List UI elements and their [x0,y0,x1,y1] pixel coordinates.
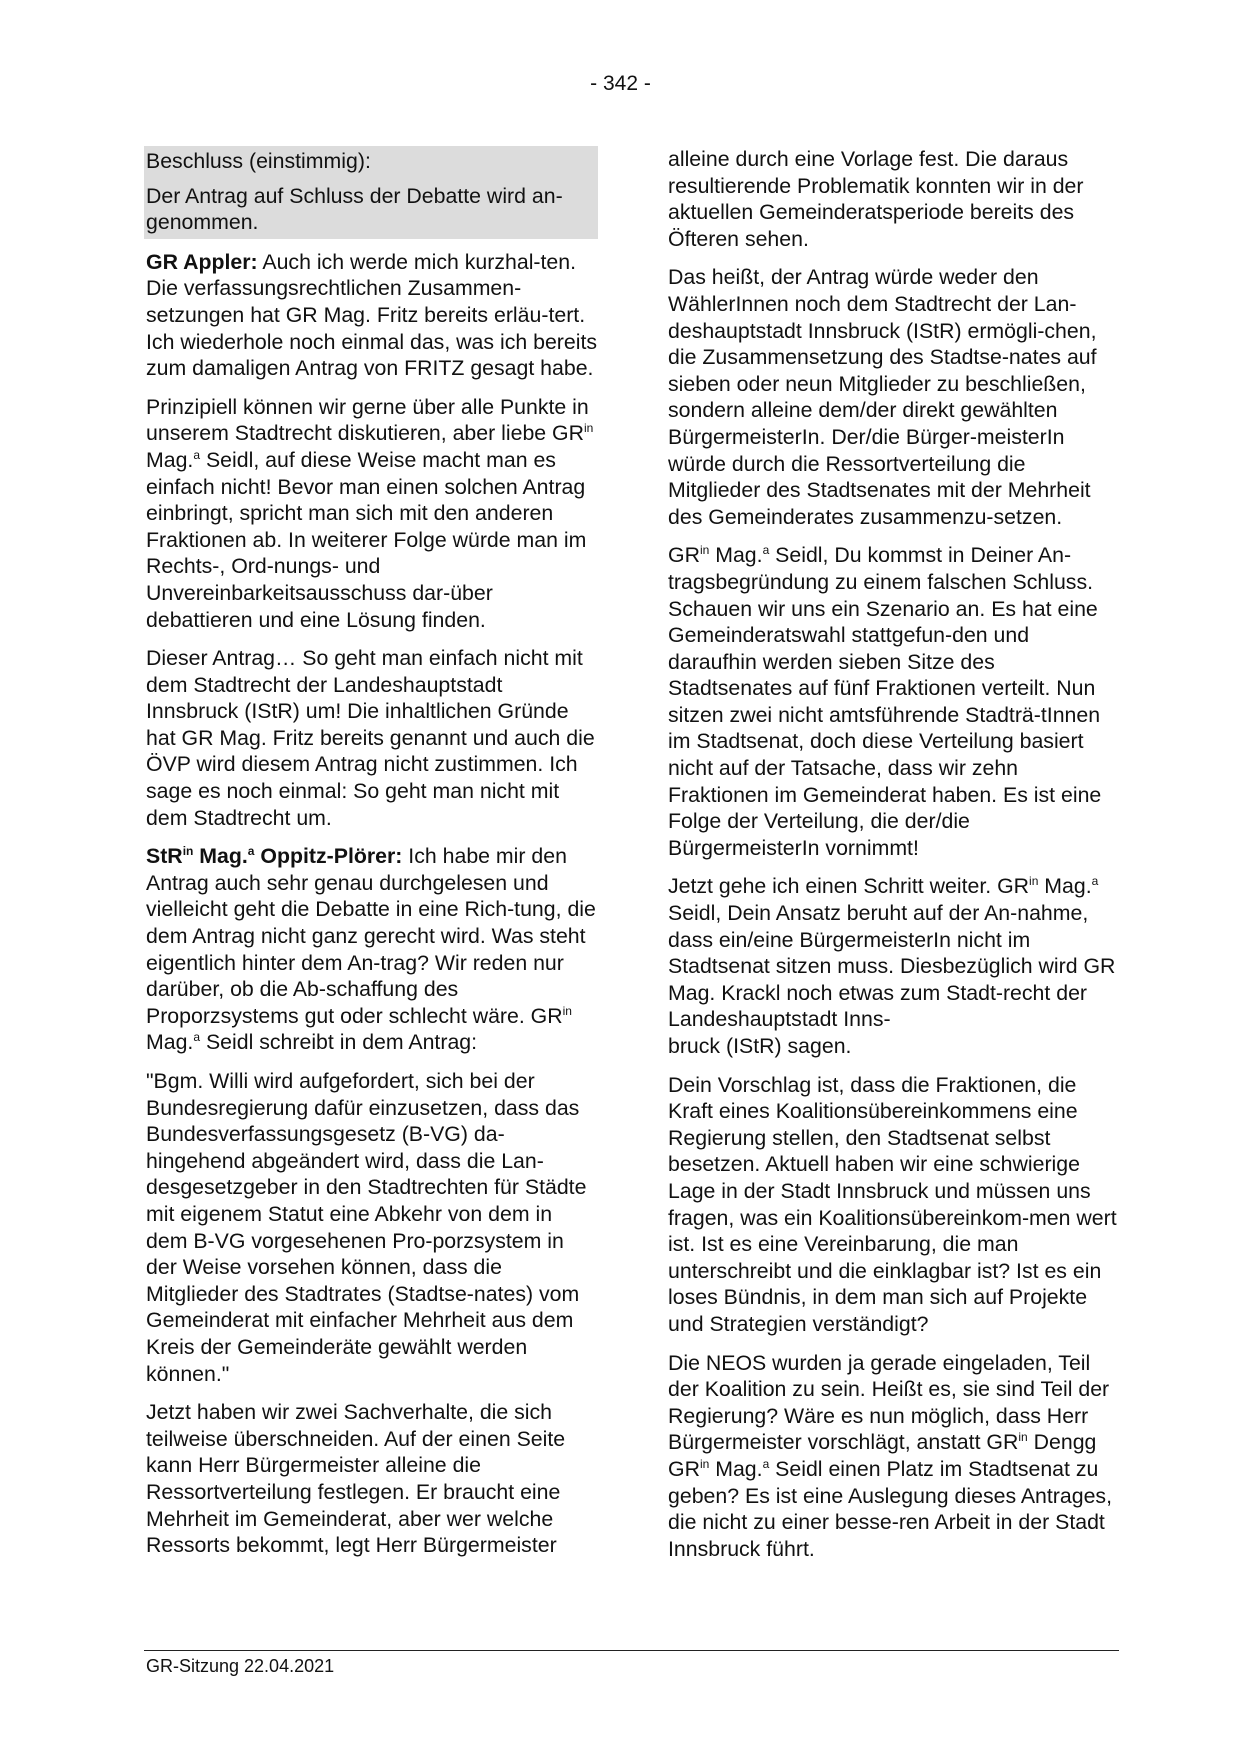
decision-text: Der Antrag auf Schluss der Debatte wird an-genommen. [146,183,563,235]
paragraph: StR$^{in}$ Mag.$^a$ Oppitz-Plörer: Ich habe mir den Antrag auch sehr genau durchgelesen und vielleicht geht die Debatte in eine Rich-tung, die dem Antrag nicht ganz gerecht wird. Was steht eigentlich hinter dem An-trag? Wir reden nur darüber, ob die Ab-schaffung des Proporzsystems gut oder schlecht wäre. $GR^{in}$ Mag.$^a$ Seidl schreibt in dem Antrag: [146,844,596,1055]
paragraph: $GR^{in}$ Mag.$^a$ Seidl, Du kommst in Deiner An-tragsbegründung zu einem falschen Schluss. Schauen wir uns ein Szenario an. Es hat eine Gemeinderatswahl stattgefun-den und daraufhin werden sieben Sitze des Stadtsenates auf fünf Fraktionen verteilt. Nun sitzen zwei nicht amtsführende Stadträ-tInnen im Stadtsenat, doch diese Verteilung basiert nicht auf der Tatsache, dass wir zehn Fraktionen im Gemeinderat haben. Es ist eine Folge der Verteilung, die der/die BürgermeisterIn vornimmt! [668,543,1102,860]
paragraph: Die NEOS wurden ja gerade eingeladen, Teil der Koalition zu sein. Heißt es, sie sind Teil der Regierung? Wäre es nun möglich, dass Herr Bürgermeister vorschlägt, anstatt $GR^{in}$ Dengg $GR^{in}$ Mag.$^a$ Seidl einen Platz im Stadtsenat zu geben? Es ist eine Auslegung dieses Antrages, die nicht zu einer besse-ren Arbeit in der Stadt Innsbruck führt. [668,1350,1113,1561]
left-column [146,146,598,1571]
footer-divider [144,1650,1119,1651]
page-number: - 342 - [590,72,651,95]
paragraph: Dein Vorschlag ist, dass die Fraktionen, die Kraft eines Koalitionsübereinkommens eine Regierung stellen, den Stadtsenat selbst besetzen. Aktuell haben wir eine schwierige Lage in der Stadt Innsbruck und müssen uns fragen, was ein Koalitionsübereinkom-men wert ist. Ist es eine Vereinbarung, die man unterschreibt und die einklagbar ist? Ist es ein loses Bündnis, in dem man sich auf Projekte und Strategien verständigt? [668,1072,1117,1336]
decision-label: Beschluss (einstimmig): [146,149,371,173]
paragraph: GR Appler: Auch ich werde mich kurzhal-ten. Die verfassungsrechtlichen Zusammen-setzungen hat GR Mag. Fritz bereits erläu-tert. Ich wiederhole noch einmal das, was ich bereits zum damaligen Antrag von FRITZ gesagt habe. [146,249,598,381]
paragraph: Prinzipiell können wir gerne über alle Punkte in unserem Stadtrecht diskutieren, aber liebe $GR^{in}$ Mag.$^a$ Seidl, auf diese Weise macht man es einfach nicht! Bevor man einen solchen Antrag einbringt, spricht man sich mit den anderen Fraktionen ab. In weiterer Folge würde man im Rechts-, Ord-nungs- und Unvereinbarkeitsausschuss dar-über debattieren und eine Lösung finden. [146,394,594,632]
decision-box [144,146,598,239]
right-column [668,146,1120,1574]
quote-paragraph: "Bgm. Willi wird aufgefordert, sich bei der Bundesregierung dafür einzusetzen, dass das Bundesverfassungsgesetz (B-VG) da-hingehend abgeändert wird, dass die Lan-desgesetzgeber in den Stadtrechten für Städte mit eigenem Statut eine Abkehr von dem in dem B-VG vorgesehenen Pro-porzsystem in der Weise vorsehen können, dass die Mitglieder des Stadtrates (Stadtse-nates) vom Gemeinderat mit einfacher Mehrheit aus dem Kreis der Gemeinderäte gewählt werden können." [146,1069,587,1386]
paragraph: Dieser Antrag… So geht man einfach nicht mit dem Stadtrecht der Landeshauptstadt Innsbruck (IStR) um! Die inhaltlichen Gründe hat GR Mag. Fritz bereits genannt und auch die ÖVP wird diesem Antrag nicht zustimmen. Ich sage es noch einmal: So geht man nicht mit dem Stadtrecht um. [146,646,595,830]
paragraph: Jetzt gehe ich einen Schritt weiter. $GR^{in}$ Mag.$^a$ Seidl, Dein Ansatz beruht auf der An-nahme, dass ein/eine BürgermeisterIn nicht im Stadtsenat sitzen muss. Diesbezüglich wird GR Mag. Krackl noch etwas zum Stadt-recht der Landeshauptstadt Inns- bruck (IStR) sagen. [668,874,1116,1058]
speaker-name: GR Appler: [146,249,258,274]
footer-session-date: GR-Sitzung 22.04.2021 [146,1656,335,1676]
paragraph: alleine durch eine Vorlage fest. Die daraus resultierende Problematik konnten wir in der aktuellen Gemeinderatsperiode bereits des Öfteren sehen. [668,147,1084,251]
paragraph: Das heißt, der Antrag würde weder den WählerInnen noch dem Stadtrecht der Lan-deshauptstadt Innsbruck (IStR) ermögli-chen, die Zusammensetzung des Stadtse-nates auf sieben oder neun Mitglieder zu beschließen, sondern alleine dem/der direkt gewählten BürgermeisterIn. Der/die Bürger-meisterIn würde durch die Ressortverteilung die Mitglieder des Stadtsenates mit der Mehrheit des Gemeinderates zusammenzu-setzen. [668,265,1097,529]
speaker-name: StR$^{in}$ Mag.$^a$ Oppitz-Plörer: [146,844,403,869]
paragraph: Jetzt haben wir zwei Sachverhalte, die sich teilweise überschneiden. Auf der einen Seite kann Herr Bürgermeister alleine die Ressortverteilung festlegen. Er braucht eine Mehrheit im Gemeinderat, aber wer welche Ressorts bekommt, legt Herr Bürgermeister [146,1400,566,1558]
